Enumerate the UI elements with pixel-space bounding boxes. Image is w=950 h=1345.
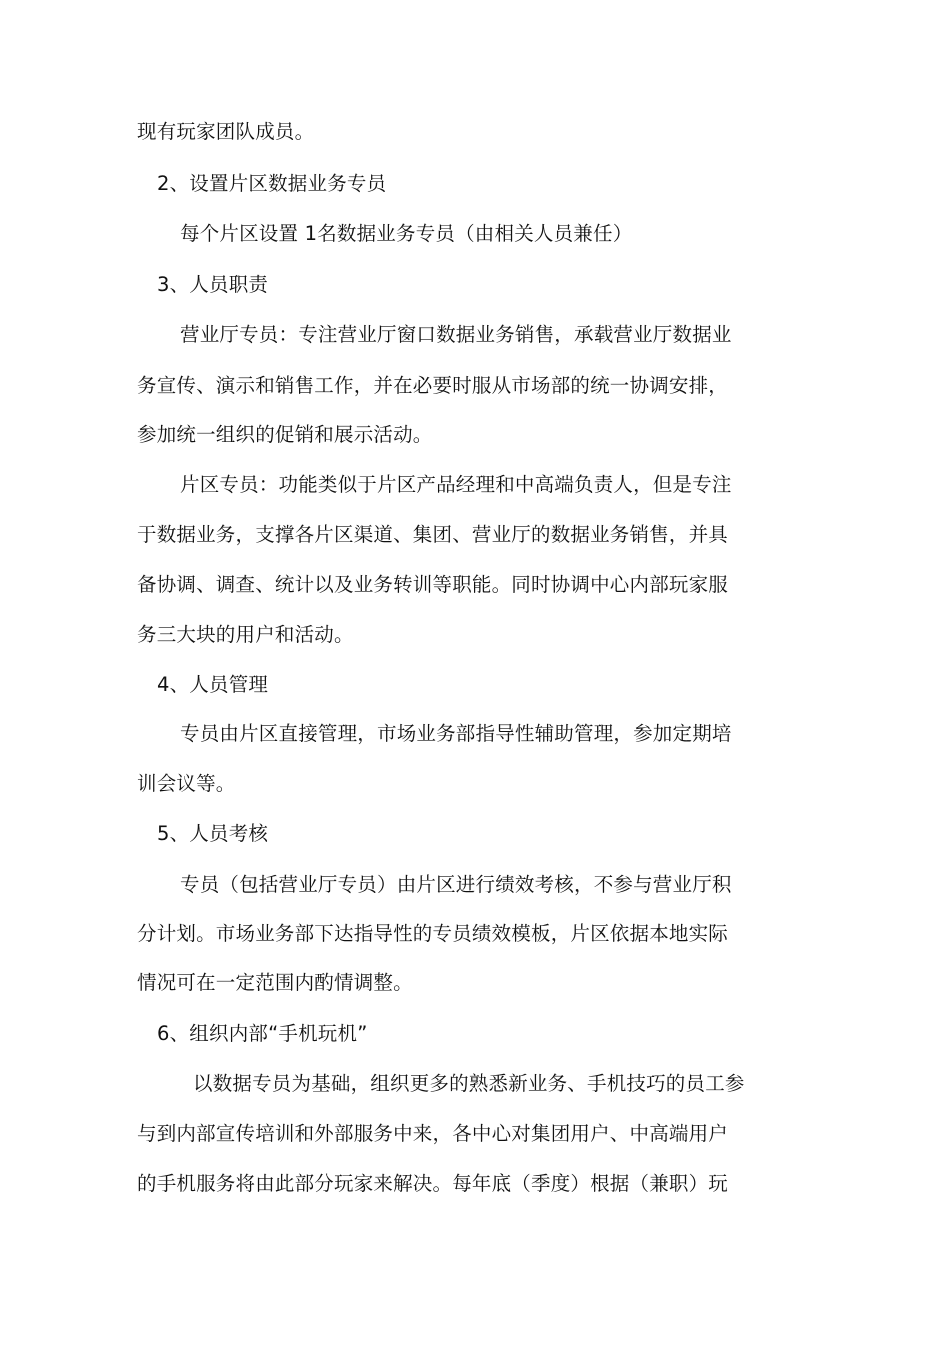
- body-text-line: 每个片区设置 1名数据业务专员（由相关人员兼任）: [180, 222, 633, 245]
- body-text-line: 与到内部宣传培训和外部服务中来，各中心对集团用户、中高端用户: [137, 1122, 729, 1145]
- section-heading: 5、人员考核: [157, 822, 269, 845]
- section-heading: 3、人员职责: [157, 273, 269, 296]
- body-text-line: 训会议等。: [137, 772, 236, 795]
- body-text-line: 情况可在一定范围内酌情调整。: [137, 971, 413, 994]
- body-text-line: 参加统一组织的促销和展示活动。: [137, 423, 433, 446]
- body-text-line: 专员由片区直接管理，市场业务部指导性辅助管理，参加定期培: [180, 722, 732, 745]
- body-text-line: 专员（包括营业厅专员）由片区进行绩效考核，不参与营业厅积: [180, 873, 732, 896]
- body-text-line: 片区专员：功能类似于片区产品经理和中高端负责人，但是专注: [180, 473, 732, 496]
- body-text-line: 分计划。市场业务部下达指导性的专员绩效模板，片区依据本地实际: [137, 922, 729, 945]
- body-text-line: 营业厅专员：专注营业厅窗口数据业务销售，承载营业厅数据业: [180, 323, 732, 346]
- section-heading: 4、人员管理: [157, 673, 269, 696]
- body-text-line: 务宣传、演示和销售工作，并在必要时服从市场部的统一协调安排，: [137, 374, 729, 397]
- body-text-line: 现有玩家团队成员。: [137, 120, 315, 143]
- body-text-line: 务三大块的用户和活动。: [137, 623, 354, 646]
- section-heading: 2、设置片区数据业务专员: [157, 172, 387, 195]
- body-text-line: 于数据业务，支撑各片区渠道、集团、营业厅的数据业务销售，并具: [137, 523, 729, 546]
- section-heading: 6、组织内部“手机玩机”: [157, 1022, 368, 1045]
- body-text-line: 以数据专员为基础，组织更多的熟悉新业务、手机技巧的员工参: [193, 1072, 745, 1095]
- body-text-line: 备协调、调查、统计以及业务转训等职能。同时协调中心内部玩家服: [137, 573, 729, 596]
- body-text-line: 的手机服务将由此部分玩家来解决。每年底（季度）根据（兼职）玩: [137, 1172, 729, 1195]
